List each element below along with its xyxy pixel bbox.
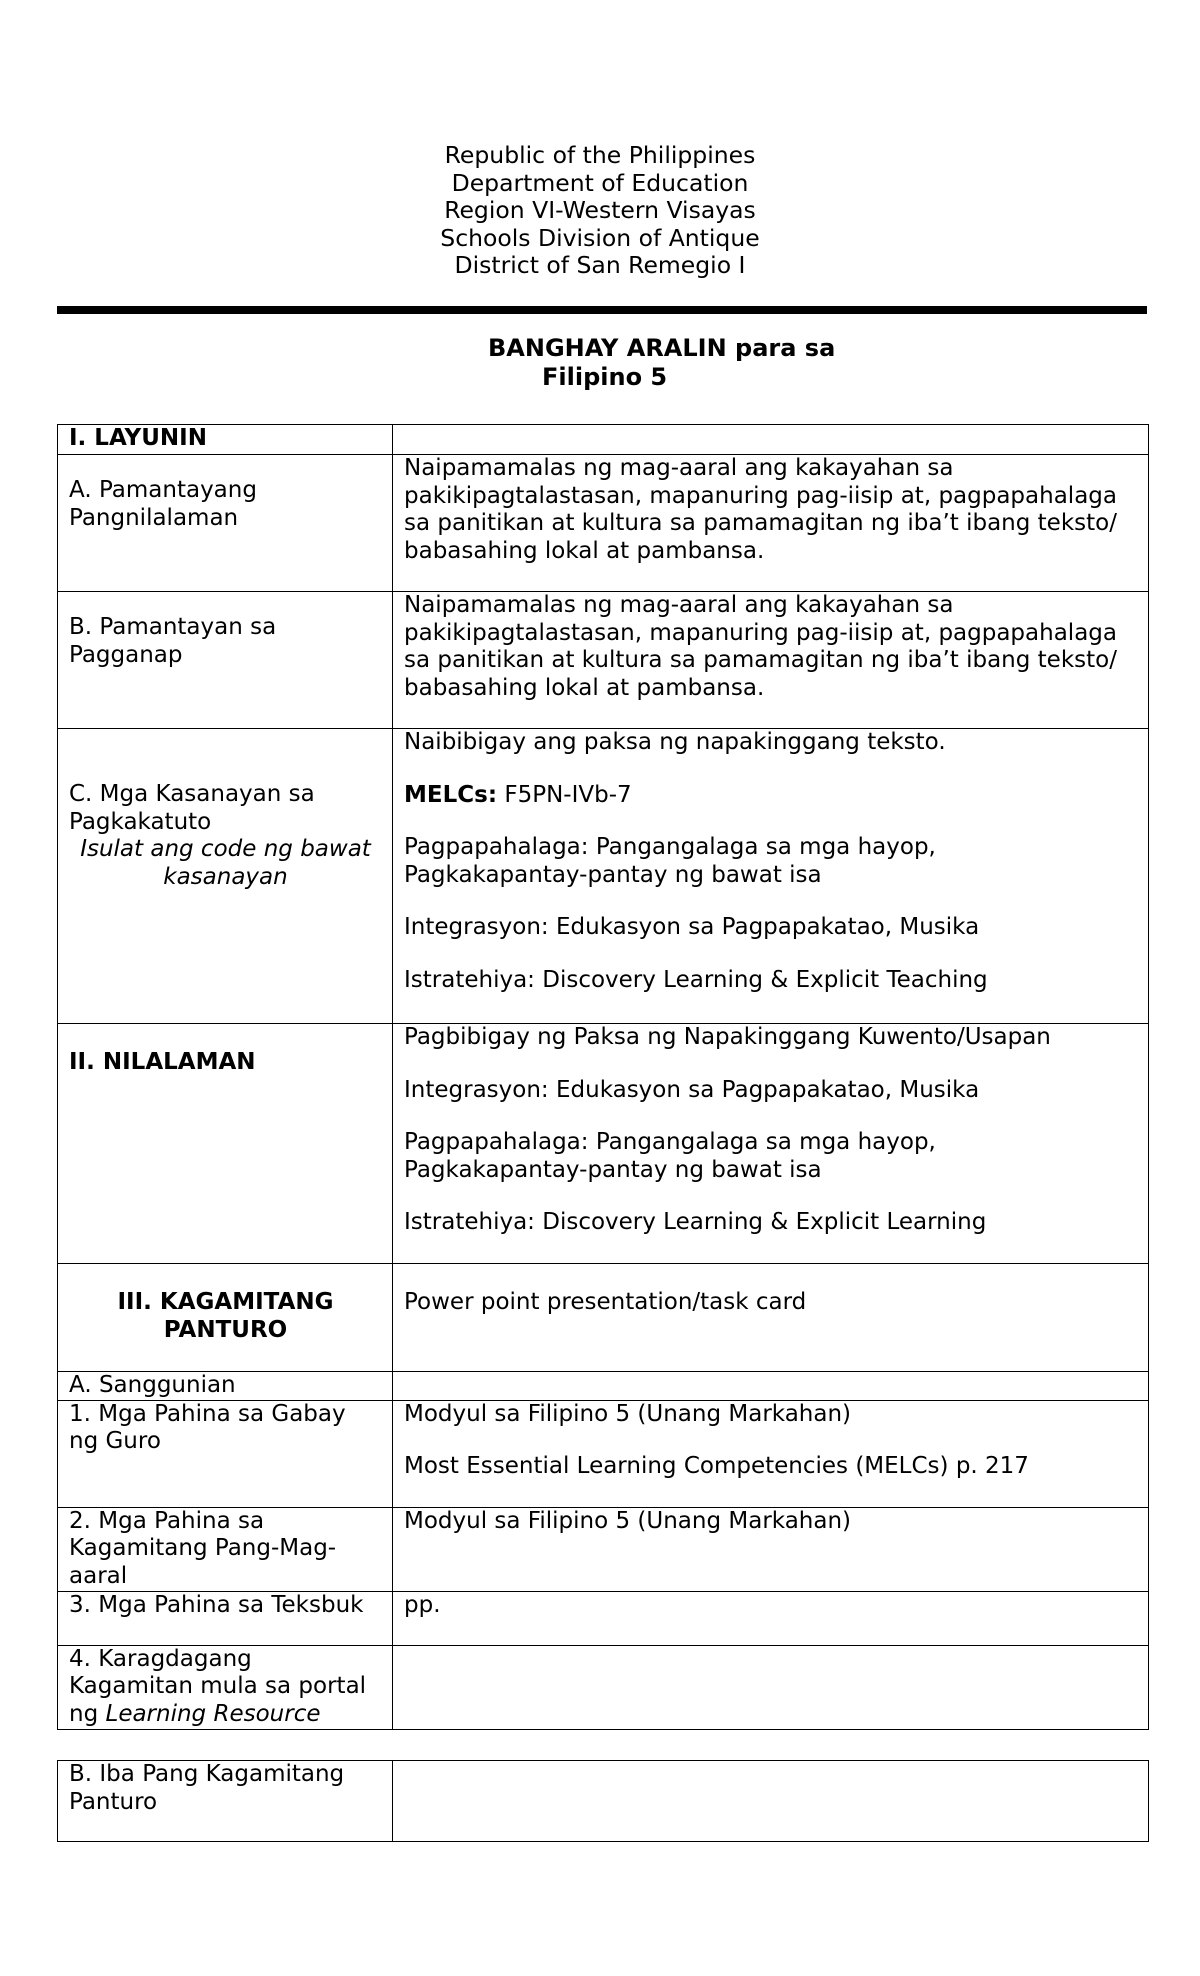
label-c-line-2: Pagkakatuto (69, 808, 212, 835)
nilalaman-integrasyon: Integrasyon: Edukasyon sa Pagpapakatao, Musika (404, 1076, 980, 1103)
melcs-code: F5PN-IVb-7 (497, 781, 632, 808)
nilalaman-paksa: Pagbibigay ng Paksa ng Napakinggang Kuwento/Usapan (404, 1024, 1051, 1050)
nilalaman-istratehiya: Istratehiya: Discovery Learning & Explicit Learning (404, 1209, 987, 1235)
pamantayan-sa-pagganap-text: Naipamamalas ng mag-aaral ang kakayahan sa pakikipagtalastasan, mapanuring pag-iisip at, pagpapahalaga sa panitikan at kultura sa pamamagitan ng iba’t ibang teksto/ babasahing lokal at pambansa. (393, 592, 1149, 729)
gabay-line-1: Modyul sa Filipino 5 (Unang Markahan) (404, 1400, 852, 1427)
title-line-1: BANGHAY ARALIN para sa (488, 334, 836, 362)
layunin-heading: I. LAYUNIN (58, 425, 393, 455)
header-line-republic: Republic of the Philippines (444, 141, 756, 169)
row-gabay-ng-guro (58, 1400, 1149, 1507)
row-pamantayang-pangnilalaman (58, 455, 1149, 592)
nilalaman-heading-text: II. NILALAMAN (69, 1049, 256, 1075)
teksbuk-text: pp. (393, 1591, 1149, 1645)
iba-pang-kagamitan-table (57, 1760, 1149, 1842)
row-sanggunian (58, 1372, 1149, 1401)
kagamitan-mag-aaral-label: 2. Mga Pahina sa Kagamitang Pang-Mag-aaral (58, 1507, 393, 1591)
gabay-line-2: Most Essential Learning Competencies (MELCs) p. 217 (404, 1453, 1029, 1479)
kasanayan-melcs (404, 782, 1138, 810)
header-line-division: Schools Division of Antique (440, 223, 760, 252)
document-header (0, 142, 1200, 280)
row-mga-kasanayan (58, 729, 1149, 1024)
label-b-line-1: B. Pamantayan sa (69, 614, 277, 640)
kasanayan-pagpapahalaga-1: Pagpapahalaga: Pangangalaga sa mga hayop, (404, 834, 936, 860)
header-line-department: Department of Education (451, 168, 749, 197)
karagdagan-empty-cell (393, 1645, 1149, 1729)
document-title (488, 334, 908, 392)
iba-pang-kagamitan-label: B. Iba Pang Kagamitang Panturo (58, 1761, 393, 1842)
kasanayan-integrasyon: Integrasyon: Edukasyon sa Pagpapakatao, Musika (404, 914, 980, 940)
kasanayan-pagpapahalaga-2: Pagkakapantay-pantay ng bawat isa (404, 861, 822, 888)
karagdagan-label-italic: Learning Resource (105, 1700, 321, 1727)
kagamitan-text: Power point presentation/task card (404, 1289, 807, 1315)
title-line-2: Filipino 5 (542, 363, 668, 391)
row-pamantayan-sa-pagganap (58, 592, 1149, 729)
row-teksbuk (58, 1591, 1149, 1645)
gabay-label: 1. Mga Pahina sa Gabay ng Guro (58, 1400, 393, 1507)
lesson-plan-table (57, 424, 1149, 1730)
layunin-empty-cell (393, 425, 1149, 455)
gabay-content (393, 1400, 1149, 1507)
pamantayan-sa-pagganap-label (58, 592, 393, 729)
kagamitan-mag-aaral-text: Modyul sa Filipino 5 (Unang Markahan) (393, 1507, 1149, 1591)
karagdagan-label (58, 1645, 393, 1729)
header-line-region: Region VI-Western Visayas (444, 196, 756, 224)
nilalaman-heading (58, 1024, 393, 1264)
row-kagamitang-panturo (58, 1264, 1149, 1372)
label-c-italic-note: Isulat ang code ng bawat kasanayan (80, 836, 371, 890)
label-c-line-1: C. Mga Kasanayan sa (69, 781, 315, 807)
sanggunian-label: A. Sanggunian (58, 1372, 393, 1401)
karagdagan-label-text: 4. Karagdagang Kagamitan mula sa portal ng (69, 1645, 367, 1727)
row-iba-pang-kagamitan (58, 1761, 1149, 1842)
teksbuk-label: 3. Mga Pahina sa Teksbuk (58, 1591, 393, 1645)
header-divider (57, 306, 1147, 314)
kagamitan-heading-1: III. KAGAMITANG (117, 1289, 334, 1315)
pamantayang-pangnilalaman-text: Naipamamalas ng mag-aaral ang kakayahan sa pakikipagtalastasan, mapanuring pag-iisip at, pagpapahalaga sa panitikan at kultura sa pamamagitan ng iba’t ibang teksto/ babasahing lokal at pambansa. (393, 455, 1149, 592)
label-a-line-2: Pangnilalaman (69, 504, 239, 531)
row-nilalaman (58, 1024, 1149, 1264)
header-line-district: District of San Remegio I (454, 251, 746, 279)
kasanayan-objective: Naibibigay ang paksa ng napakinggang teksto. (404, 729, 946, 755)
row-layunin (58, 425, 1149, 455)
kasanayan-istratehiya: Istratehiya: Discovery Learning & Explicit Teaching (404, 966, 988, 993)
label-a-line-1: A. Pamantayang (69, 477, 257, 503)
sanggunian-empty-cell (393, 1372, 1149, 1401)
melcs-label: MELCs: (404, 781, 498, 808)
kagamitan-heading (58, 1264, 393, 1372)
nilalaman-pagpapahalaga-1: Pagpapahalaga: Pangangalaga sa mga hayop, (404, 1129, 936, 1155)
pamantayang-pangnilalaman-label (58, 455, 393, 592)
mga-kasanayan-label (58, 729, 393, 1024)
mga-kasanayan-content (393, 729, 1149, 1024)
kagamitan-content (393, 1264, 1149, 1372)
kagamitan-heading-2: PANTURO (163, 1316, 288, 1343)
iba-pang-kagamitan-empty-cell (393, 1761, 1149, 1842)
label-b-line-2: Pagganap (69, 641, 183, 668)
row-kagamitang-pang-mag-aaral (58, 1507, 1149, 1591)
nilalaman-content (393, 1024, 1149, 1264)
row-karagdagang-kagamitan (58, 1645, 1149, 1729)
nilalaman-pagpapahalaga-2: Pagkakapantay-pantay ng bawat isa (404, 1156, 822, 1183)
